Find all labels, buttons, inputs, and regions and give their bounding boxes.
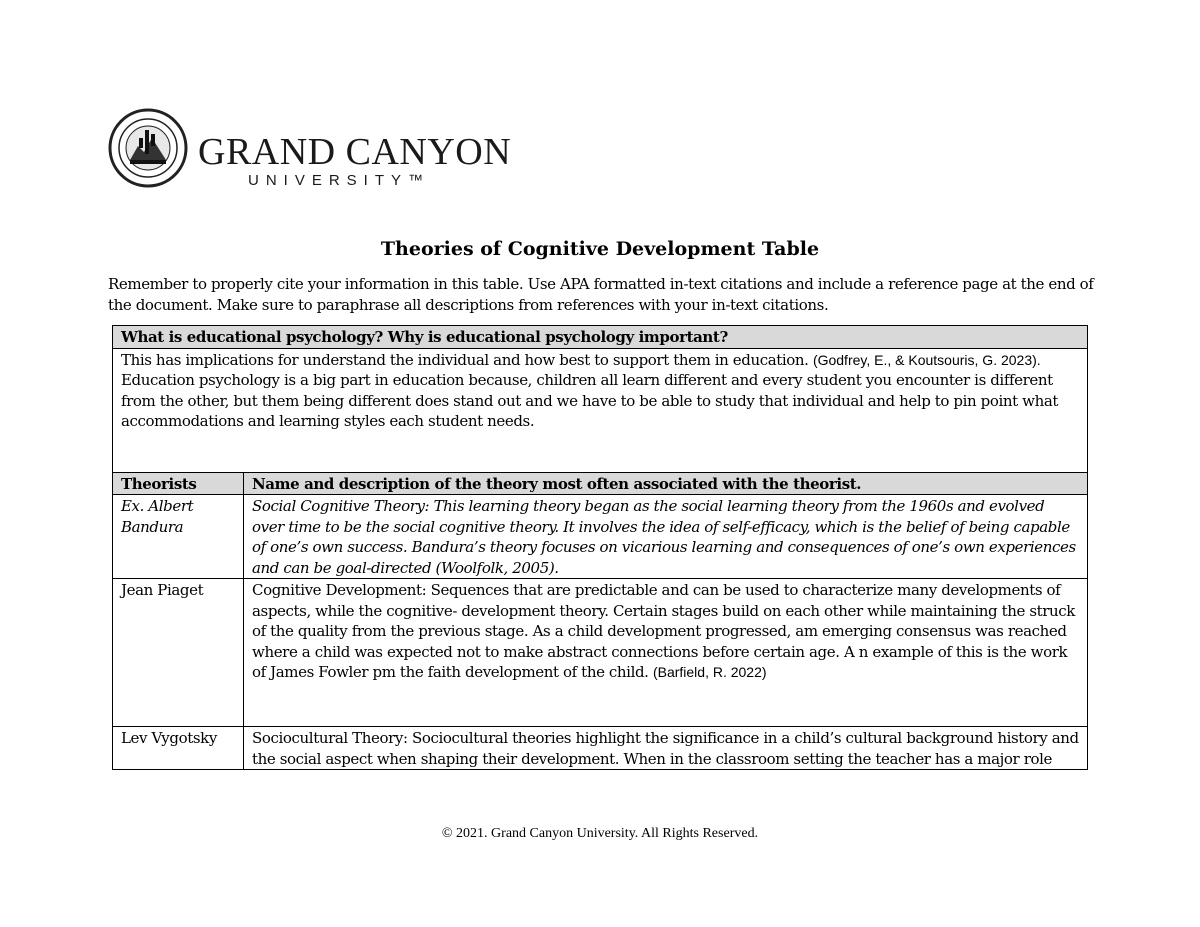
theorist-cell: Lev Vygotsky [113, 727, 244, 770]
theorist-cell: Jean Piaget [113, 579, 244, 727]
intro-paragraph: Remember to properly cite your information in this table. Use APA formatted in-text citations and include a reference page at the end of the document. Make sure to paraphrase all descriptions from references with your in-text citations. [108, 275, 1094, 314]
col-header-theorists: Theorists [113, 472, 244, 495]
col-header-theory: Name and description of the theory most often associated with the theorist. [244, 472, 1088, 495]
theories-table [112, 325, 1088, 770]
theory-citation: (Barfield, R. 2022) [652, 664, 767, 680]
university-seal-icon [108, 106, 188, 190]
answer-line-1: This has implications for understand the individual and how best to support them in education. [121, 350, 809, 369]
answer-cell [113, 348, 1088, 472]
logo-subtitle: UNIVERSITY™ [248, 172, 431, 189]
theory-description: Cognitive Development: Sequences that are predictable and can be used to characterize many developments of aspects, while the cognitive- development theory. Certain stages build on each other while maintaining the struck of the quality from the previous stage. As a child development progressed, am emerging consensus was reached where a child was expected not to make abstract connections before certain age. A n example of this is the work of James Fowler pm the faith development of the child. [252, 581, 1075, 681]
document-title: Theories of Cognitive Development Table [380, 238, 820, 260]
table-row [113, 727, 1088, 770]
answer-citation: (Godfrey, E., & Koutsouris, G. 2023). [812, 351, 1041, 368]
logo-name: GRAND CANYON [198, 131, 512, 173]
university-logo [108, 106, 512, 190]
copyright-footer: © 2021. Grand Canyon University. All Rights Reserved. [441, 826, 759, 841]
theory-description: Social Cognitive Theory: This learning theory began as the social learning theory from the 1960s and evolved over time to be the social cognitive theory. It involves the idea of self-efficacy, which is the belief of being capable of one’s own success. Bandura’s theory focuses on vicarious learning and consequences of one’s own experiences and can be goal-directed (Woolfolk, 2005). [244, 495, 1088, 579]
table-row [113, 579, 1088, 727]
theory-description: Sociocultural Theory: Sociocultural theories highlight the significance in a child’s cultural background history and the social aspect when shaping their development. When in the classroom setting the teacher has a major role [244, 727, 1088, 770]
table-row [113, 495, 1088, 579]
question-header: What is educational psychology? Why is educational psychology important? [113, 326, 1088, 349]
theory-description-cell [244, 579, 1088, 727]
theorist-cell: Ex. Albert Bandura [113, 495, 244, 579]
answer-line-2: Education psychology is a big part in education because, children all learn different and every student you encounter is different from the other, but them being different does stand out and we have to be able to study that individual and help to pin point what accommodations and learning styles each student needs. [121, 371, 1059, 430]
